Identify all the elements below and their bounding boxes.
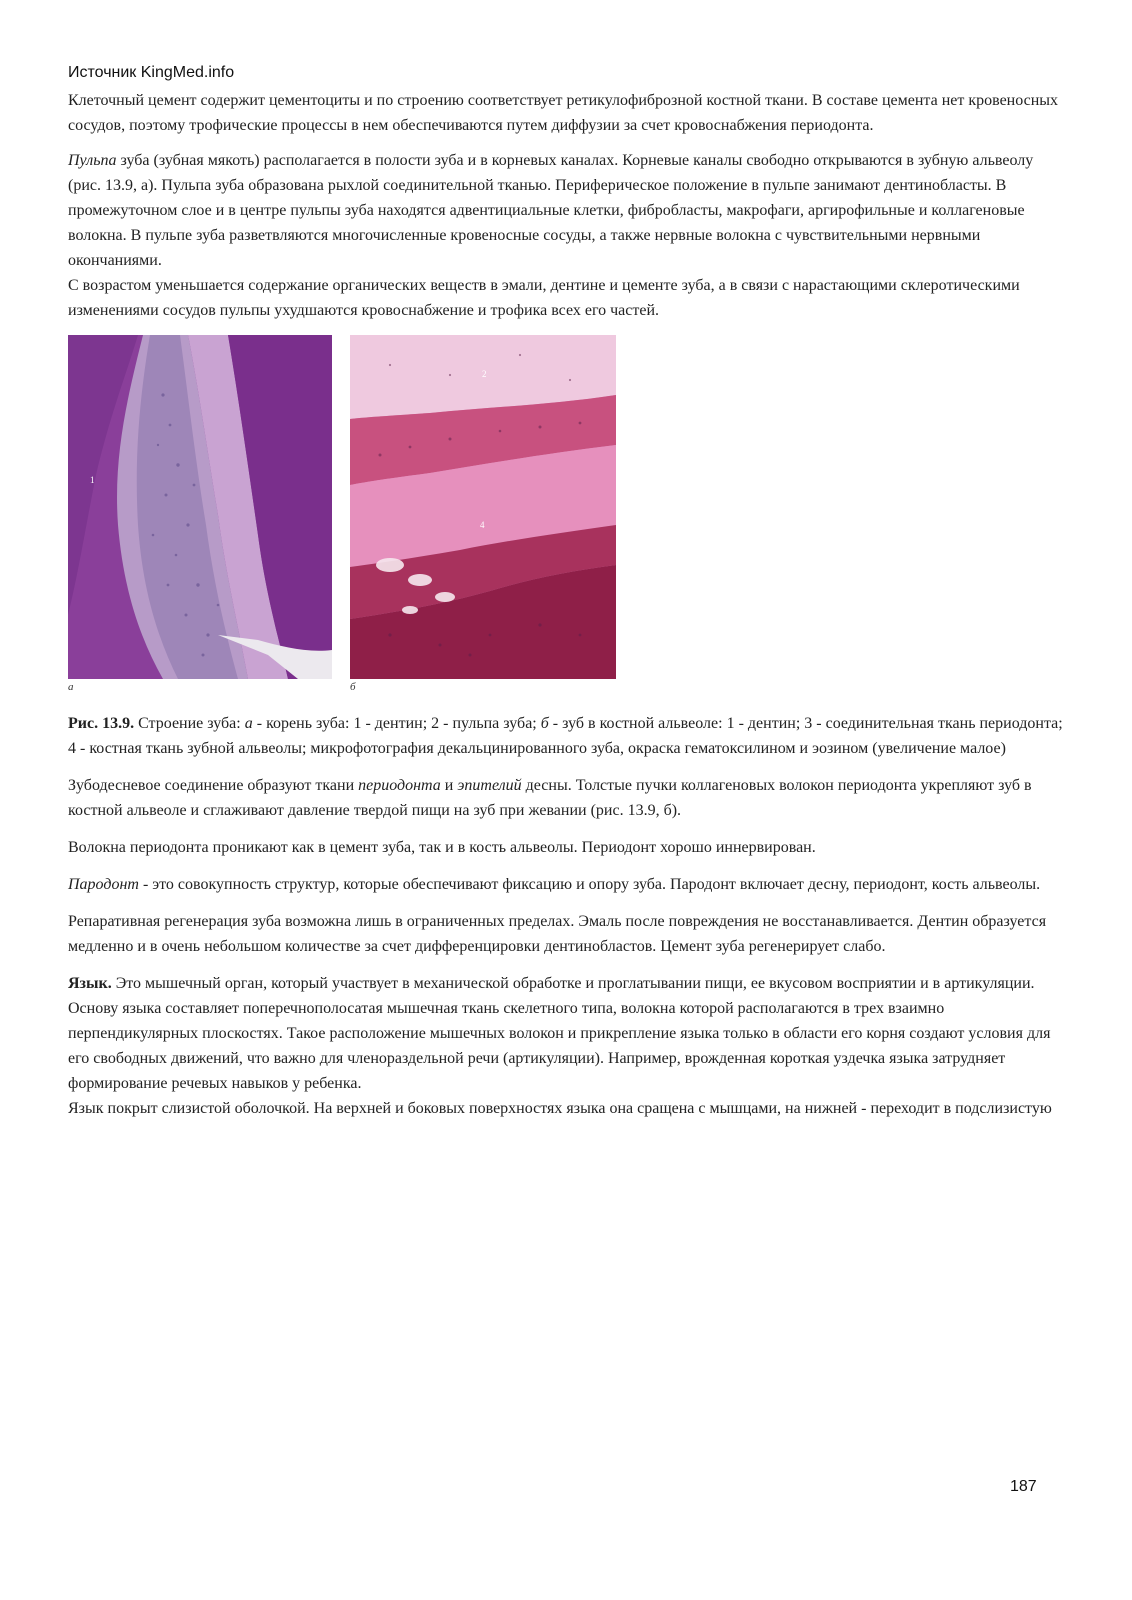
paragraph-pulp <box>68 148 1068 273</box>
figure-a-mark-1: 1 <box>90 475 95 485</box>
figure-b-mark-4: 4 <box>480 520 485 530</box>
caption-text-1: Строение зуба: <box>134 715 245 732</box>
micrograph-a-tooth-root <box>68 335 332 679</box>
paragraph-parodontium <box>68 872 1068 897</box>
paragraph-gingival-text-2: и <box>440 777 458 794</box>
paragraph-gingival-junction <box>68 773 1068 823</box>
paragraph-periodontal-fibers: Волокна периодонта проникают как в цемент зуба, так и в кость альвеолы. Периодонт хорошо иннервирован. <box>68 839 816 856</box>
paragraph-gingival-text-3: десны. Толстые пучки коллагеновых волокон периодонта укрепляют зуб в костной альвеоле и сглаживают давление твердой пищи на зуб при жевании (рис. 13.9, б). <box>68 777 1032 819</box>
figure-caption <box>68 711 1068 761</box>
figure-13-9 <box>68 335 1068 703</box>
term-parodontium: Пародонт <box>68 876 139 893</box>
paragraph-pulp-text: зуба (зубная мякоть) располагается в полости зуба и в корневых каналах. Корневые каналы свободно открываются в зубную альвеолу (рис. 13.9, а). Пульпа зуба образована рыхлой соединительной тканью. Периферическое положение в пульпе занимают дентинобласты. В промежуточном слое и в центре пульпы зуба находятся адвентициальные клетки, фибробласты, макрофаги, аргирофильные и коллагеновые волокна. В пульпе зуба разветвляются многочисленные кровеносные сосуды, а также нервные волокна с чувствительными нервными окончаниями. <box>68 152 1034 269</box>
paragraph-regeneration: Репаративная регенерация зуба возможна лишь в ограниченных пределах. Эмаль после повреждения не восстанавливается. Дентин образуется медленно и в очень небольшом количестве за счет дифференцировки дентинобластов. Цемент зуба регенерирует слабо. <box>68 913 1047 955</box>
term-periodontium: периодонта <box>358 777 441 794</box>
caption-label: Рис. 13.9. <box>68 715 135 732</box>
caption-letter-b: б <box>540 715 549 732</box>
term-pulp: Пульпа <box>68 152 117 169</box>
paragraph-cement: Клеточный цемент содержит цементоциты и по строению соответствует ретикулофиброзной костной ткани. В составе цемента нет кровеносных сосудов, поэтому трофические процессы в нем обеспечиваются путем диффузии за счет кровоснабжения периодонта. <box>68 92 1059 134</box>
page-number: 187 <box>1010 1478 1037 1495</box>
paragraph-tongue-mucosa: Язык покрыт слизистой оболочкой. На верхней и боковых поверхностях языка она сращена с мышцами, на нижней - переходит в подслизистую <box>68 1100 1052 1117</box>
paragraph-gingival-text-1: Зубодесневое соединение образуют ткани <box>68 777 359 794</box>
figure-label-b: б <box>350 681 356 693</box>
figure-label-a: а <box>68 681 74 693</box>
caption-letter-a: а <box>244 715 253 732</box>
caption-text-2: - корень зуба: 1 - дентин; 2 - пульпа зуба; <box>252 715 541 732</box>
caption-text-3: - зуб в костной альвеоле: 1 - дентин; 3 - соединительная ткань периодонта; 4 - костная ткань зубной альвеолы; микрофотография декальцинированного зуба, окраска гематоксилином и эозином (увеличение малое) <box>68 715 1063 757</box>
term-epithelium: эпителий <box>457 777 522 794</box>
paragraph-parodontium-text: - это совокупность структур, которые обеспечивают фиксацию и опору зуба. Пародонт включает десну, периодонт, кость альвеолы. <box>138 876 1041 893</box>
paragraph-tongue-text: Это мышечный орган, который участвует в механической обработке и проглатывании пищи, ее вкусовом восприятии и в артикуляции. Основу языка составляет поперечнополосатая мышечная ткань скелетного типа, волокна которой располагаются в трех взаимно перпендикулярных плоскостях. Такое расположение мышечных волокон и прикрепление языка только в области его корня создают условия для его свободных движений, что важно для членораздельной речи (артикуляции). Например, врожденная короткая уздечка языка затрудняет формирование речевых навыков у ребенка. <box>68 975 1051 1092</box>
micrograph-b-tooth-alveolus <box>350 335 616 679</box>
paragraph-tongue <box>68 971 1068 1096</box>
source-header: Источник KingMed.info <box>68 64 235 81</box>
page-content <box>68 62 1068 1133</box>
figure-b-mark-2: 2 <box>482 369 487 379</box>
term-tongue: Язык. <box>68 975 112 992</box>
paragraph-aging: С возрастом уменьшается содержание органических веществ в эмали, дентине и цементе зуба, а в связи с нарастающими склеротическими изменениями сосудов пульпы ухудшаются кровоснабжение и трофика всех его частей. <box>68 277 1020 319</box>
